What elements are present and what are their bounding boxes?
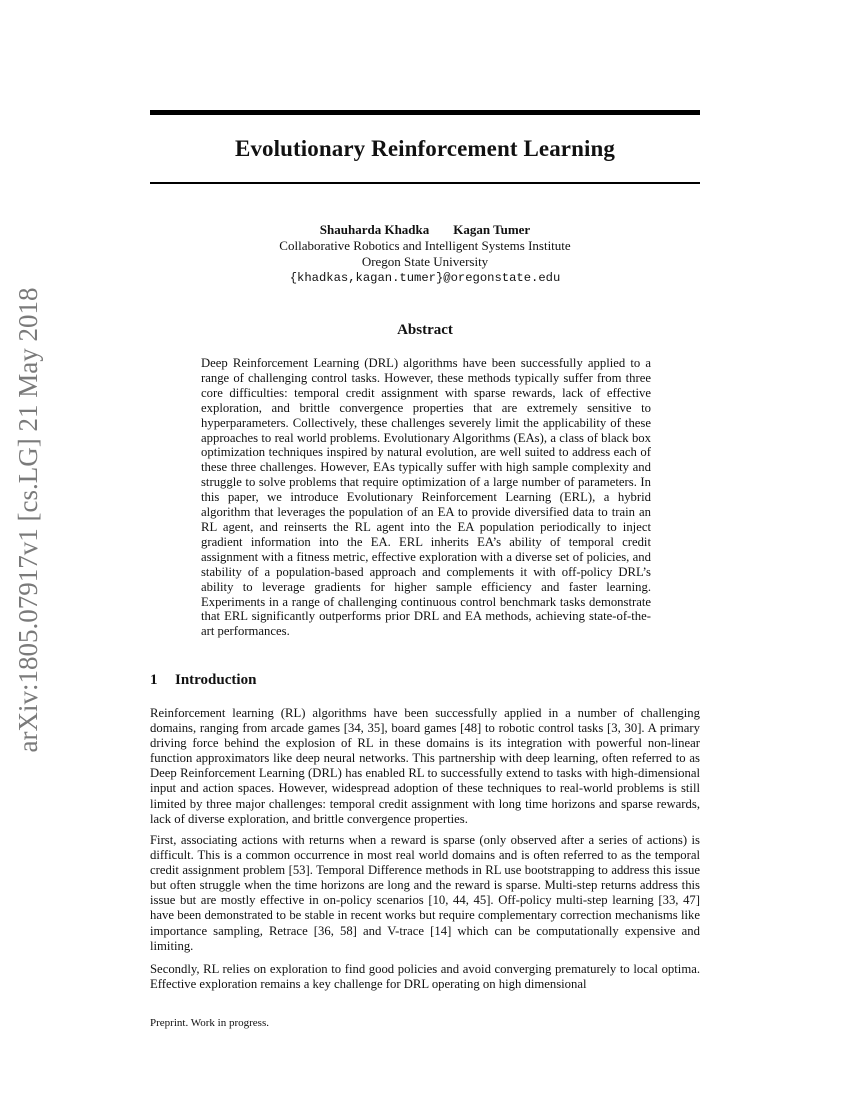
author-university: Oregon State University (361, 254, 489, 269)
section-title: Introduction (175, 672, 257, 688)
author-email: {khadkas,kagan.tumer}@oregonstate.edu (289, 271, 561, 285)
section-number: 1 (150, 672, 158, 688)
author-name: Shauharda Khadka (319, 222, 430, 237)
section-heading (150, 672, 256, 689)
body-paragraph: Secondly, RL relies on exploration to find good policies and avoid converging prematurely to local optima. Effective exploration remains a key challenge for DRL operating on high dimensional (150, 962, 700, 992)
author-names (150, 222, 700, 238)
arxiv-stamp: arXiv:1805.07917v1 [cs.LG] 21 May 2018 (13, 287, 43, 753)
title-bottom-rule (150, 182, 700, 184)
preprint-footnote: Preprint. Work in progress. (150, 1017, 269, 1029)
author-affiliation: Collaborative Robotics and Intelligent Systems Institute (279, 238, 571, 253)
body-paragraph: Reinforcement learning (RL) algorithms have been successfully applied in a number of challenging domains, ranging from arcade games [34, 35], board games [48] to robotic control tasks [3, 30]. A primary driving force behind the explosion of RL in these domains is its integration with powerful non-linear function approximators like deep neural networks. This partnership with deep learning, often referred to as Deep Reinforcement Learning (DRL) has enabled RL to successfully extend to tasks with high-dimensional input and action spaces. However, widespread adoption of these techniques to real-world problems is still limited by three major challenges: temporal credit assignment with long time horizons and sparse rewards, lack of diverse exploration, and brittle convergence properties. (150, 706, 700, 826)
paper-title: Evolutionary Reinforcement Learning (235, 136, 615, 161)
abstract-heading: Abstract (397, 322, 453, 338)
author-block (150, 222, 700, 286)
body-paragraph: First, associating actions with returns when a reward is sparse (only observed after a series of actions) is difficult. This is a common occurrence in most real world domains and is often referred to as the temporal credit assignment problem [53]. Temporal Difference methods in RL use bootstrapping to address this issue but often struggle when the time horizons are long and the reward is sparse. Multi-step returns address this issue but are mostly effective in on-policy scenarios [10, 44, 45]. Off-policy multi-step learning [33, 47] have been demonstrated to be stable in recent works but require complementary correction mechanisms like importance sampling, Retrace [36, 58] and V-trace [14] which can be computationally expensive and limiting. (150, 833, 700, 953)
abstract-text: Deep Reinforcement Learning (DRL) algorithms have been successfully applied to a range of challenging control tasks. However, these methods typically suffer from three core difficulties: temporal credit assignment with sparse rewards, lack of effective exploration, and brittle convergence properties that are extremely sensitive to hyperparameters. Collectively, these challenges severely limit the applicability of these approaches to real world problems. Evolutionary Algorithms (EAs), a class of black box optimization techniques inspired by natural evolution, are well suited to address each of these three challenges. However, EAs typically suffer with high sample complexity and struggle to solve problems that require optimization of a large number of parameters. In this paper, we introduce Evolutionary Reinforcement Learning (ERL), a hybrid algorithm that leverages the population of an EA to provide diversified data to train an RL agent, and reinserts the RL agent into the EA population periodically to inject gradient information into the EA. ERL inherits EA’s ability of temporal credit assignment with a fitness metric, effective exploration with a diverse set of policies, and stability of a population-based approach and complements it with off-policy DRL’s ability to leverage gradients for higher sample efficiency and faster learning. Experiments in a range of challenging continuous control benchmark tasks demonstrate that ERL significantly outperforms prior DRL and EA methods, achieving state-of-the-art performances. (201, 356, 651, 639)
author-name: Kagan Tumer (453, 222, 531, 237)
title-top-rule (150, 110, 700, 115)
